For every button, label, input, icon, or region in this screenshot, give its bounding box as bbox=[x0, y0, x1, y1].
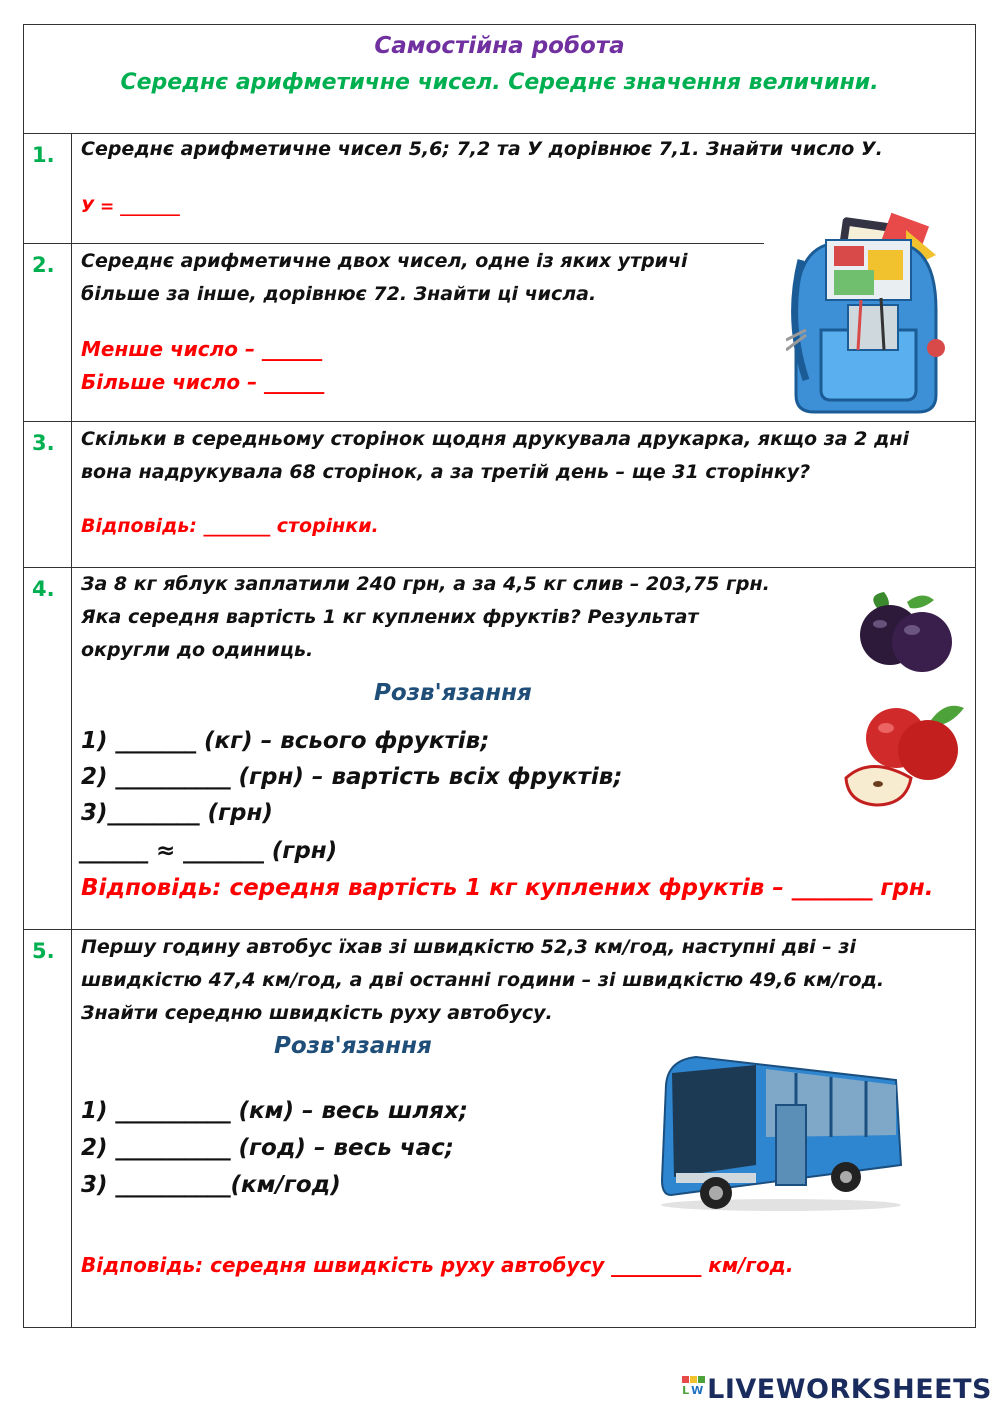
worksheet-table bbox=[23, 24, 976, 1328]
row-divider-1 bbox=[24, 243, 764, 244]
task-5-step-1[interactable]: 1) __________ (км) – весь шлях; bbox=[81, 1098, 468, 1124]
task-5-text-line-2: швидкістю 47,4 км/год, а дві останні години – зі швидкістю 49,6 км/год. bbox=[81, 969, 885, 991]
brand-text: LIVEWORKSHEETS bbox=[707, 1374, 992, 1405]
task-2-text-line-2: більше за інше, дорівнює 72. Знайти ці числа. bbox=[81, 283, 597, 305]
task-5-text-line-1: Першу годину автобус їхав зі швидкістю 52,3 км/год, наступні дві – зі bbox=[81, 936, 856, 958]
task-4-step-1[interactable]: 1) _______ (кг) – всього фруктів; bbox=[81, 728, 490, 754]
task-3-number: 3. bbox=[32, 431, 55, 455]
task-4-number: 4. bbox=[32, 577, 55, 601]
task-2-answer-larger[interactable]: Більше число – ______ bbox=[81, 370, 325, 394]
task-2-answer-smaller[interactable]: Менше число – ______ bbox=[81, 337, 322, 361]
task-4-approximation[interactable]: ______ ≈ _______ (грн) bbox=[79, 838, 338, 864]
task-4-text-line-2: Яка середня вартість 1 кг куплених фруктів? Результат bbox=[81, 606, 699, 628]
task-5-answer[interactable]: Відповідь: середня швидкість руху автобусу _________ км/год. bbox=[81, 1253, 794, 1277]
task-4-solution-heading: Розв'язання bbox=[374, 680, 532, 706]
task-4-step-2[interactable]: 2) __________ (грн) – вартість всіх фруктів; bbox=[81, 764, 623, 790]
backpack-image bbox=[786, 200, 946, 415]
worksheet-title: Самостійна робота bbox=[374, 33, 625, 59]
task-4-text-line-1: За 8 кг яблук заплатили 240 грн, а за 4,5 кг слив – 203,75 грн. bbox=[81, 573, 770, 595]
task-5-solution-heading: Розв'язання bbox=[274, 1033, 432, 1059]
task-4-step-3[interactable]: 3)________ (грн) bbox=[81, 800, 273, 826]
task-1-text: Середнє арифметичне чисел 5,6; 7,2 та У дорівнює 7,1. Знайти число У. bbox=[81, 138, 883, 160]
task-5-number: 5. bbox=[32, 939, 55, 963]
task-3-text-line-2: вона надрукувала 68 сторінок, а за третій день – ще 31 сторінку? bbox=[81, 461, 811, 483]
apples-image bbox=[836, 700, 966, 810]
worksheet-header bbox=[24, 25, 975, 134]
bus-image bbox=[656, 1045, 906, 1215]
task-4-text-line-3: округли до одиниць. bbox=[81, 639, 314, 661]
logo-letter-w: W bbox=[691, 1384, 704, 1397]
task-5-step-2[interactable]: 2) __________ (год) – весь час; bbox=[81, 1135, 454, 1161]
task-5-step-3[interactable]: 3) __________(км/год) bbox=[81, 1172, 341, 1198]
task-3-text-line-1: Скільки в середньому сторінок щодня друкувала друкарка, якщо за 2 дні bbox=[81, 428, 909, 450]
task-2-text-line-1: Середнє арифметичне двох чисел, одне із яких утричі bbox=[81, 250, 688, 272]
worksheet-subtitle: Середнє арифметичне чисел. Середнє значення величини. bbox=[120, 70, 879, 95]
task-2-number: 2. bbox=[32, 253, 55, 277]
task-1-answer[interactable]: У = _______ bbox=[81, 197, 180, 217]
logo-letter-l: L bbox=[682, 1384, 690, 1397]
task-1-number: 1. bbox=[32, 143, 55, 167]
task-4-answer[interactable]: Відповідь: середня вартість 1 кг куплених фруктів – _______ грн. bbox=[81, 875, 934, 901]
row-divider-2 bbox=[24, 421, 975, 422]
column-divider bbox=[71, 133, 72, 1327]
logo-square-yellow bbox=[690, 1376, 697, 1383]
logo-square-red bbox=[682, 1376, 689, 1383]
logo-square-green bbox=[698, 1376, 705, 1383]
liveworksheets-logo bbox=[682, 1374, 992, 1405]
plums-image bbox=[852, 590, 957, 675]
task-3-answer[interactable]: Відповідь: _______ сторінки. bbox=[81, 515, 379, 537]
logo-mark bbox=[682, 1376, 704, 1400]
row-divider-4 bbox=[24, 929, 975, 930]
task-5-text-line-3: Знайти середню швидкість руху автобусу. bbox=[81, 1002, 553, 1024]
